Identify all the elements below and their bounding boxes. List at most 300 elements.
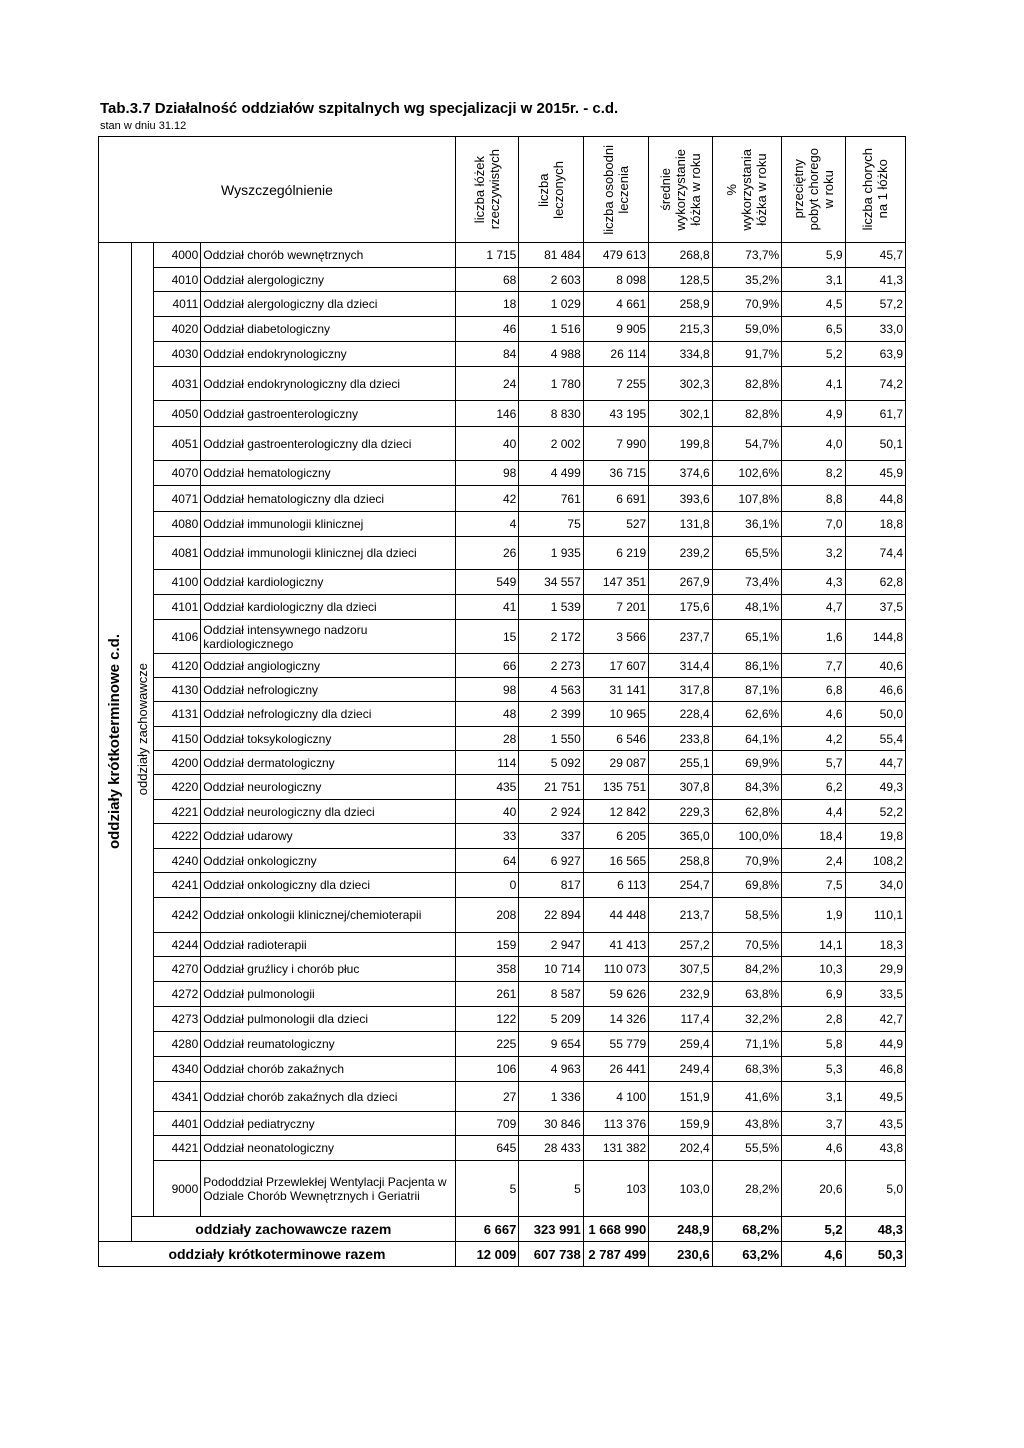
ward-code: 4421	[154, 1136, 201, 1161]
value-cell: 8 587	[519, 982, 583, 1007]
value-cell: 307,5	[649, 957, 712, 982]
table-row	[99, 292, 906, 317]
ward-name: Oddział chorób zakaźnych dla dzieci	[201, 1082, 456, 1112]
value-cell: 302,1	[649, 401, 712, 427]
ward-name: Oddział hematologiczny dla dzieci	[201, 486, 456, 512]
value-cell: 63,8%	[712, 982, 782, 1007]
value-cell: 4 100	[583, 1082, 648, 1112]
value-cell: 1,9	[782, 898, 845, 933]
value-cell: 479 613	[583, 243, 648, 268]
value-cell: 43,8	[845, 1136, 905, 1161]
ward-name: Oddział alergologiczny dla dzieci	[201, 292, 456, 317]
total-label: oddziały krótkoterminowe razem	[99, 1242, 456, 1267]
value-cell: 175,6	[649, 595, 712, 620]
value-cell: 159,9	[649, 1112, 712, 1136]
value-cell: 16 565	[583, 849, 648, 873]
value-cell: 5,3	[782, 1057, 845, 1082]
value-cell: 4 499	[519, 461, 583, 486]
value-cell: 50,0	[845, 702, 905, 727]
value-cell: 44,7	[845, 751, 905, 775]
total-value: 248,9	[649, 1217, 712, 1242]
value-cell: 40	[455, 800, 518, 824]
value-cell: 31 141	[583, 678, 648, 702]
value-cell: 49,5	[845, 1082, 905, 1112]
value-cell: 59,0%	[712, 317, 782, 342]
value-cell: 22 894	[519, 898, 583, 933]
value-cell: 100,0%	[712, 824, 782, 849]
value-cell: 117,4	[649, 1007, 712, 1032]
value-cell: 30 846	[519, 1112, 583, 1136]
value-cell: 1 539	[519, 595, 583, 620]
value-cell: 46	[455, 317, 518, 342]
value-cell: 1 516	[519, 317, 583, 342]
ward-name: Oddział gastroenterologiczny dla dzieci	[201, 427, 456, 461]
total-value: 50,3	[845, 1242, 905, 1267]
value-cell: 2,4	[782, 849, 845, 873]
value-cell: 68	[455, 268, 518, 292]
total-label: oddziały zachowawcze razem	[131, 1217, 455, 1242]
value-cell: 337	[519, 824, 583, 849]
ward-name: Pododdział Przewlekłej Wentylacji Pacjenta w Odziale Chorób Wewnętrznych i Geriatrii	[201, 1161, 456, 1217]
value-cell: 35,2%	[712, 268, 782, 292]
value-cell: 98	[455, 461, 518, 486]
value-cell: 46,6	[845, 678, 905, 702]
value-cell: 6 691	[583, 486, 648, 512]
value-cell: 2 924	[519, 800, 583, 824]
value-cell: 48	[455, 702, 518, 727]
value-cell: 4,6	[782, 702, 845, 727]
value-cell: 66	[455, 654, 518, 678]
table-row	[99, 751, 906, 775]
ward-code: 4130	[154, 678, 201, 702]
value-cell: 44 448	[583, 898, 648, 933]
value-cell: 107,8%	[712, 486, 782, 512]
value-cell: 44,9	[845, 1032, 905, 1057]
total-value: 68,2%	[712, 1217, 782, 1242]
value-cell: 4,2	[782, 727, 845, 751]
value-cell: 49,3	[845, 775, 905, 800]
ward-name: Oddział kardiologiczny dla dzieci	[201, 595, 456, 620]
value-cell: 82,8%	[712, 367, 782, 401]
total-value: 4,6	[782, 1242, 845, 1267]
value-cell: 314,4	[649, 654, 712, 678]
value-cell: 63,9	[845, 342, 905, 367]
ward-code: 9000	[154, 1161, 201, 1217]
ward-name: Oddział onkologiczny dla dzieci	[201, 873, 456, 898]
value-cell: 146	[455, 401, 518, 427]
value-cell: 42,7	[845, 1007, 905, 1032]
table-row	[99, 595, 906, 620]
table-row	[99, 727, 906, 751]
value-cell: 40	[455, 427, 518, 461]
value-cell: 122	[455, 1007, 518, 1032]
value-cell: 131,8	[649, 512, 712, 537]
header-col-pct-bed-use	[712, 137, 782, 243]
ward-name: Oddział pulmonologii	[201, 982, 456, 1007]
ward-name: Oddział nefrologiczny	[201, 678, 456, 702]
total-value: 12 009	[455, 1242, 518, 1267]
table-row	[99, 461, 906, 486]
value-cell: 27	[455, 1082, 518, 1112]
header-row	[99, 137, 906, 243]
ward-code: 4071	[154, 486, 201, 512]
table-row	[99, 1136, 906, 1161]
ward-name: Oddział onkologiczny	[201, 849, 456, 873]
value-cell: 70,9%	[712, 849, 782, 873]
value-cell: 5	[455, 1161, 518, 1217]
value-cell: 114	[455, 751, 518, 775]
ward-code: 4070	[154, 461, 201, 486]
value-cell: 64,1%	[712, 727, 782, 751]
value-cell: 1 550	[519, 727, 583, 751]
table-row	[99, 427, 906, 461]
header-col-avg-stay	[782, 137, 845, 243]
ward-name: Oddział reumatologiczny	[201, 1032, 456, 1057]
value-cell: 82,8%	[712, 401, 782, 427]
value-cell: 135 751	[583, 775, 648, 800]
value-cell: 5	[519, 1161, 583, 1217]
value-cell: 33	[455, 824, 518, 849]
value-cell: 7 201	[583, 595, 648, 620]
total-value: 230,6	[649, 1242, 712, 1267]
ward-name: Oddział endokrynologiczny	[201, 342, 456, 367]
value-cell: 199,8	[649, 427, 712, 461]
value-cell: 50,1	[845, 427, 905, 461]
table-row	[99, 849, 906, 873]
inner-group-text: oddziały zachowawcze	[134, 663, 150, 796]
table-row	[99, 824, 906, 849]
value-cell: 709	[455, 1112, 518, 1136]
value-cell: 41,3	[845, 268, 905, 292]
table-row	[99, 1032, 906, 1057]
ward-name: Oddział chorób wewnętrznych	[201, 243, 456, 268]
ward-code: 4100	[154, 570, 201, 595]
value-cell: 98	[455, 678, 518, 702]
value-cell: 5,0	[845, 1161, 905, 1217]
value-cell: 14,1	[782, 933, 845, 957]
value-cell: 1 780	[519, 367, 583, 401]
ward-code: 4081	[154, 537, 201, 570]
value-cell: 21 751	[519, 775, 583, 800]
value-cell: 6 205	[583, 824, 648, 849]
ward-name: Oddział kardiologiczny	[201, 570, 456, 595]
value-cell: 6 113	[583, 873, 648, 898]
value-cell: 62,8%	[712, 800, 782, 824]
header-col-pct-bed-use-label: % wykorzystania łóżka w roku	[724, 148, 770, 231]
value-cell: 4,6	[782, 1136, 845, 1161]
value-cell: 2,8	[782, 1007, 845, 1032]
ward-name: Oddział dermatologiczny	[201, 751, 456, 775]
table-row	[99, 1082, 906, 1112]
value-cell: 32,2%	[712, 1007, 782, 1032]
value-cell: 58,5%	[712, 898, 782, 933]
value-cell: 81 484	[519, 243, 583, 268]
value-cell: 10 965	[583, 702, 648, 727]
value-cell: 0	[455, 873, 518, 898]
value-cell: 128,5	[649, 268, 712, 292]
value-cell: 4,7	[782, 595, 845, 620]
value-cell: 233,8	[649, 727, 712, 751]
value-cell: 103,0	[649, 1161, 712, 1217]
ward-code: 4080	[154, 512, 201, 537]
value-cell: 4,4	[782, 800, 845, 824]
value-cell: 48,1%	[712, 595, 782, 620]
value-cell: 215,3	[649, 317, 712, 342]
value-cell: 6 219	[583, 537, 648, 570]
value-cell: 232,9	[649, 982, 712, 1007]
value-cell: 4 963	[519, 1057, 583, 1082]
value-cell: 70,9%	[712, 292, 782, 317]
value-cell: 65,1%	[712, 620, 782, 654]
value-cell: 259,4	[649, 1032, 712, 1057]
value-cell: 2 002	[519, 427, 583, 461]
value-cell: 258,8	[649, 849, 712, 873]
value-cell: 435	[455, 775, 518, 800]
value-cell: 237,7	[649, 620, 712, 654]
value-cell: 37,5	[845, 595, 905, 620]
value-cell: 208	[455, 898, 518, 933]
ward-code: 4131	[154, 702, 201, 727]
value-cell: 52,2	[845, 800, 905, 824]
table-row	[99, 537, 906, 570]
table-row	[99, 775, 906, 800]
value-cell: 74,4	[845, 537, 905, 570]
value-cell: 42	[455, 486, 518, 512]
ward-name: Oddział udarowy	[201, 824, 456, 849]
table-row	[99, 367, 906, 401]
value-cell: 4,3	[782, 570, 845, 595]
table-row	[99, 342, 906, 367]
value-cell: 29,9	[845, 957, 905, 982]
ward-code: 4270	[154, 957, 201, 982]
table-row	[99, 620, 906, 654]
table-row	[99, 654, 906, 678]
table-title: Tab.3.7 Działalność oddziałów szpitalnych wg specjalizacji w 2015r. - c.d.	[100, 100, 619, 117]
value-cell: 18,4	[782, 824, 845, 849]
ward-code: 4050	[154, 401, 201, 427]
value-cell: 71,1%	[712, 1032, 782, 1057]
value-cell: 108,2	[845, 849, 905, 873]
value-cell: 28 433	[519, 1136, 583, 1161]
table-row	[99, 1112, 906, 1136]
ward-name: Oddział chorób zakaźnych	[201, 1057, 456, 1082]
value-cell: 10 714	[519, 957, 583, 982]
value-cell: 358	[455, 957, 518, 982]
value-cell: 59 626	[583, 982, 648, 1007]
value-cell: 317,8	[649, 678, 712, 702]
value-cell: 61,7	[845, 401, 905, 427]
value-cell: 6 546	[583, 727, 648, 751]
ward-code: 4220	[154, 775, 201, 800]
ward-name: Oddział nefrologiczny dla dzieci	[201, 702, 456, 727]
ward-code: 4101	[154, 595, 201, 620]
table-row	[99, 1057, 906, 1082]
value-cell: 69,9%	[712, 751, 782, 775]
value-cell: 2 399	[519, 702, 583, 727]
value-cell: 18	[455, 292, 518, 317]
ward-name: Oddział neonatologiczny	[201, 1136, 456, 1161]
value-cell: 26 114	[583, 342, 648, 367]
ward-code: 4272	[154, 982, 201, 1007]
value-cell: 3,1	[782, 1082, 845, 1112]
header-col-patient-days-label: liczba osobodni leczenia	[600, 144, 631, 235]
value-cell: 229,3	[649, 800, 712, 824]
value-cell: 73,4%	[712, 570, 782, 595]
total-value: 6 667	[455, 1217, 518, 1242]
value-cell: 84	[455, 342, 518, 367]
value-cell: 91,7%	[712, 342, 782, 367]
value-cell: 817	[519, 873, 583, 898]
ward-name: Oddział angiologiczny	[201, 654, 456, 678]
value-cell: 36 715	[583, 461, 648, 486]
value-cell: 761	[519, 486, 583, 512]
total-value: 63,2%	[712, 1242, 782, 1267]
value-cell: 6,8	[782, 678, 845, 702]
ward-code: 4031	[154, 367, 201, 401]
value-cell: 45,7	[845, 243, 905, 268]
value-cell: 69,8%	[712, 873, 782, 898]
value-cell: 5,8	[782, 1032, 845, 1057]
value-cell: 4 661	[583, 292, 648, 317]
value-cell: 33,5	[845, 982, 905, 1007]
value-cell: 1 715	[455, 243, 518, 268]
value-cell: 84,3%	[712, 775, 782, 800]
value-cell: 3,2	[782, 537, 845, 570]
ward-code: 4020	[154, 317, 201, 342]
value-cell: 258,9	[649, 292, 712, 317]
ward-name: Oddział immunologii klinicznej dla dzieci	[201, 537, 456, 570]
value-cell: 9 654	[519, 1032, 583, 1057]
ward-name: Oddział neurologiczny dla dzieci	[201, 800, 456, 824]
value-cell: 1 029	[519, 292, 583, 317]
header-col-treated-label: liczba leczonych	[536, 160, 567, 219]
value-cell: 4,9	[782, 401, 845, 427]
value-cell: 527	[583, 512, 648, 537]
ward-name: Oddział gruźlicy i chorób płuc	[201, 957, 456, 982]
value-cell: 374,6	[649, 461, 712, 486]
ward-name: Oddział pulmonologii dla dzieci	[201, 1007, 456, 1032]
header-col-avg-stay-label: przeciętny pobyt chorego w roku	[790, 148, 836, 231]
ward-code: 4280	[154, 1032, 201, 1057]
table-row	[99, 570, 906, 595]
ward-code: 4273	[154, 1007, 201, 1032]
table-row	[99, 702, 906, 727]
value-cell: 8 830	[519, 401, 583, 427]
value-cell: 43,5	[845, 1112, 905, 1136]
ward-code: 4010	[154, 268, 201, 292]
value-cell: 5,9	[782, 243, 845, 268]
value-cell: 239,2	[649, 537, 712, 570]
value-cell: 268,8	[649, 243, 712, 268]
value-cell: 7 990	[583, 427, 648, 461]
value-cell: 4 988	[519, 342, 583, 367]
table-row	[99, 957, 906, 982]
value-cell: 28,2%	[712, 1161, 782, 1217]
value-cell: 6 927	[519, 849, 583, 873]
value-cell: 4,5	[782, 292, 845, 317]
table-row	[99, 243, 906, 268]
header-col-beds-label: liczba łóżek rzeczywistych	[472, 149, 503, 230]
value-cell: 28	[455, 727, 518, 751]
ward-name: Oddział hematologiczny	[201, 461, 456, 486]
value-cell: 202,4	[649, 1136, 712, 1161]
value-cell: 255,1	[649, 751, 712, 775]
value-cell: 5,7	[782, 751, 845, 775]
header-col-treated	[519, 137, 583, 243]
header-col-avg-bed-use-label: średnie wykorzystanie łóżka w roku	[657, 148, 703, 231]
table-row	[99, 1007, 906, 1032]
ward-code: 4401	[154, 1112, 201, 1136]
value-cell: 7,0	[782, 512, 845, 537]
value-cell: 8,2	[782, 461, 845, 486]
value-cell: 55 779	[583, 1032, 648, 1057]
value-cell: 41 413	[583, 933, 648, 957]
table-row	[99, 873, 906, 898]
table-row	[99, 982, 906, 1007]
value-cell: 228,4	[649, 702, 712, 727]
value-cell: 110 073	[583, 957, 648, 982]
value-cell: 267,9	[649, 570, 712, 595]
value-cell: 34,0	[845, 873, 905, 898]
value-cell: 159	[455, 933, 518, 957]
value-cell: 46,8	[845, 1057, 905, 1082]
table-row	[99, 800, 906, 824]
value-cell: 393,6	[649, 486, 712, 512]
value-cell: 55,5%	[712, 1136, 782, 1161]
header-col-patients-per-bed-label: liczba chorych na 1 łóżko	[860, 148, 891, 231]
value-cell: 147 351	[583, 570, 648, 595]
total-value: 48,3	[845, 1217, 905, 1242]
value-cell: 5 092	[519, 751, 583, 775]
value-cell: 18,3	[845, 933, 905, 957]
table-row	[99, 512, 906, 537]
value-cell: 73,7%	[712, 243, 782, 268]
value-cell: 645	[455, 1136, 518, 1161]
ward-code: 4051	[154, 427, 201, 461]
value-cell: 45,9	[845, 461, 905, 486]
ward-name: Oddział intensywnego nadzoru kardiologicznego	[201, 620, 456, 654]
value-cell: 14 326	[583, 1007, 648, 1032]
value-cell: 2 603	[519, 268, 583, 292]
value-cell: 131 382	[583, 1136, 648, 1161]
value-cell: 249,4	[649, 1057, 712, 1082]
ward-code: 4106	[154, 620, 201, 654]
value-cell: 2 172	[519, 620, 583, 654]
value-cell: 151,9	[649, 1082, 712, 1112]
value-cell: 24	[455, 367, 518, 401]
value-cell: 254,7	[649, 873, 712, 898]
value-cell: 65,5%	[712, 537, 782, 570]
value-cell: 1 935	[519, 537, 583, 570]
value-cell: 144,8	[845, 620, 905, 654]
value-cell: 5 209	[519, 1007, 583, 1032]
value-cell: 62,8	[845, 570, 905, 595]
header-name: Wyszczególnienie	[99, 137, 456, 243]
header-col-avg-bed-use	[649, 137, 712, 243]
ward-code: 4200	[154, 751, 201, 775]
value-cell: 12 842	[583, 800, 648, 824]
table-row	[99, 678, 906, 702]
total-row-short-term	[99, 1242, 906, 1267]
value-cell: 44,8	[845, 486, 905, 512]
ward-code: 4120	[154, 654, 201, 678]
value-cell: 40,6	[845, 654, 905, 678]
ward-name: Oddział endokrynologiczny dla dzieci	[201, 367, 456, 401]
value-cell: 7 255	[583, 367, 648, 401]
value-cell: 3 566	[583, 620, 648, 654]
value-cell: 113 376	[583, 1112, 648, 1136]
value-cell: 41	[455, 595, 518, 620]
